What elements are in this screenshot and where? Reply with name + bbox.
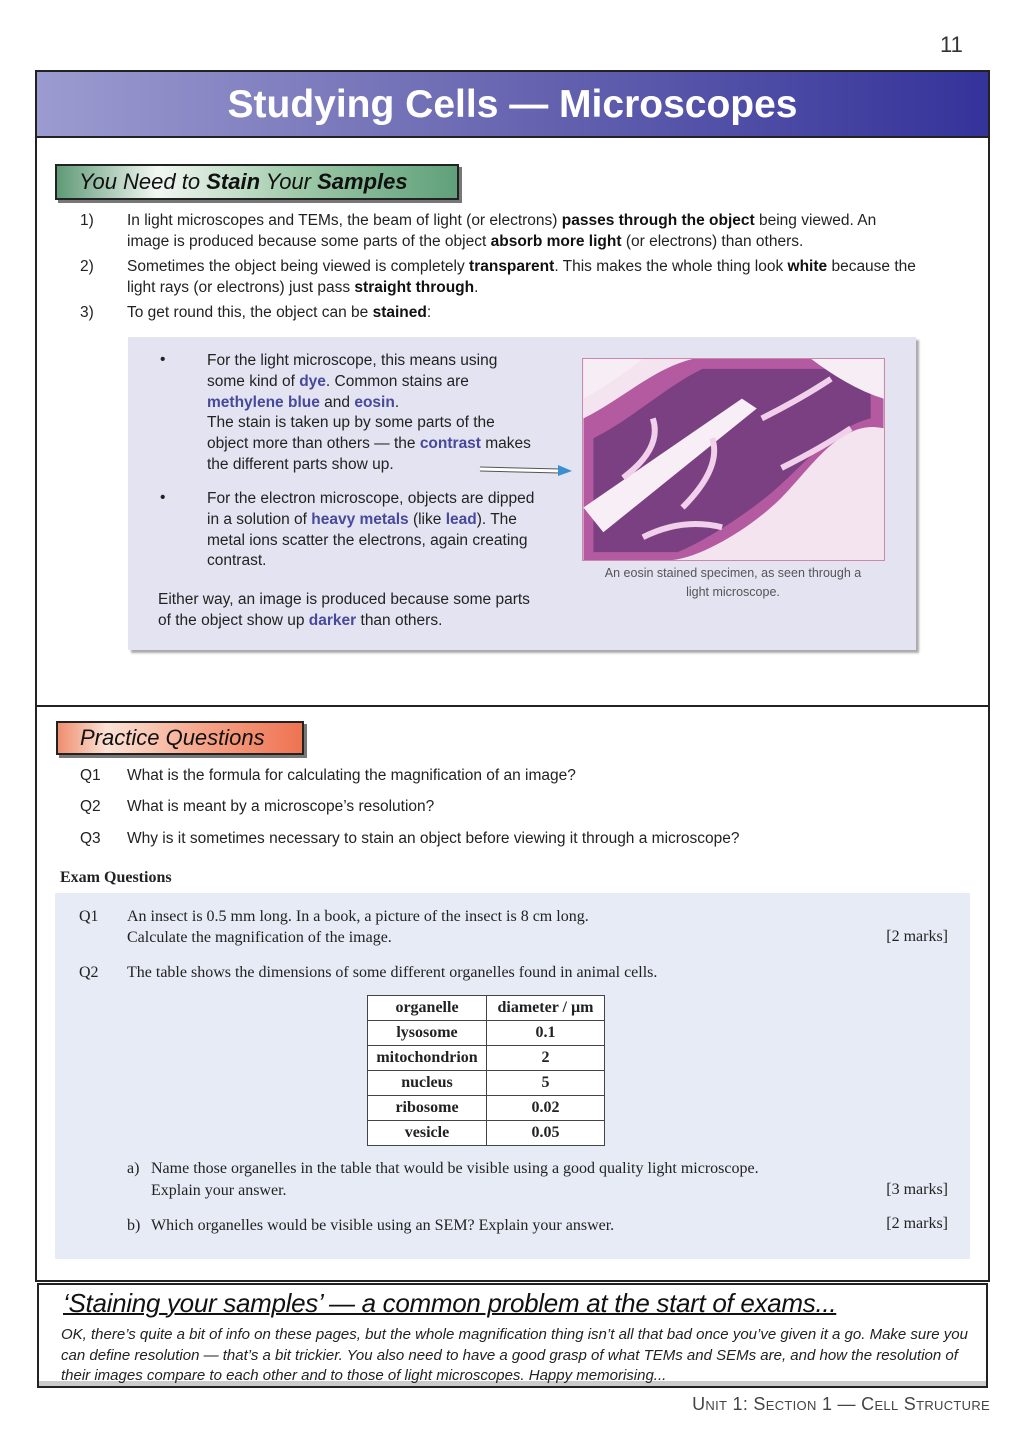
text-segment: The stain is taken up by some parts of the object more than others — the (207, 414, 495, 453)
summary-box (37, 1283, 988, 1388)
text-segment: being viewed. An image is produced because some parts of the object (127, 212, 877, 250)
question-number: Q2 (80, 798, 101, 815)
table-cell: lysosome (368, 1021, 487, 1046)
text-segment: Your (260, 169, 318, 194)
item-text (127, 210, 917, 252)
subquestion-label: a) (127, 1160, 140, 1177)
text-segment: In light microscopes and TEMs, the beam of light (or electrons) (127, 212, 562, 229)
emphasis-text: heavy metals (311, 510, 409, 528)
bullet-electron-microscope (207, 489, 537, 572)
emphasis-text: methylene blue (207, 393, 320, 411)
organelle-table (367, 995, 605, 1146)
text-segment: For the light microscope, this means using some kind of (207, 352, 498, 390)
emphasis-text: eosin (354, 393, 395, 411)
text-segment: Sometimes the object being viewed is completely (127, 258, 470, 275)
text-segment: and (319, 393, 355, 411)
text-segment: . This makes the whole thing look (554, 258, 788, 275)
bullet-icon: • (160, 351, 166, 368)
table-row (368, 1021, 605, 1046)
text-segment: (or electrons) than others. (621, 233, 804, 250)
emphasis-text: stained (372, 304, 427, 321)
item-number: 2) (80, 258, 94, 275)
table-cell: 2 (487, 1046, 605, 1071)
question-text: Calculate the magnification of the image. (127, 929, 392, 946)
emphasis-text: dye (299, 372, 326, 390)
text-segment: because the light rays (or electrons) just pass (127, 258, 916, 296)
question-number: Q1 (79, 908, 99, 925)
question-number: Q3 (80, 830, 101, 847)
text-segment: For the electron microscope, objects are dipped in a solution of (207, 490, 535, 528)
emphasis-text: white (787, 258, 828, 275)
text-segment: . (474, 279, 479, 296)
eosin-stained-micrograph (582, 358, 885, 561)
emphasis-text: Samples (317, 169, 408, 194)
table-cell: 0.1 (487, 1021, 605, 1046)
marks: [3 marks] (886, 1181, 948, 1198)
table-header-row (368, 996, 605, 1021)
text-segment: . (394, 393, 400, 411)
table-row (368, 1096, 605, 1121)
emphasis-text: lead (445, 510, 477, 528)
bullet-icon: • (160, 489, 166, 506)
question-text: Why is it sometimes necessary to stain an object before viewing it through a microscope? (127, 830, 740, 847)
section-heading-stain (55, 164, 459, 200)
emphasis-text: contrast (419, 435, 481, 453)
text-segment: : (426, 304, 432, 321)
question-text: The table shows the dimensions of some different organelles found in animal cells. (127, 964, 658, 981)
text-segment: (like (408, 510, 446, 528)
subquestion-text: Explain your answer. (151, 1182, 287, 1199)
text-segment: To get round this, the object can be (127, 304, 373, 321)
item-number: 3) (80, 304, 94, 321)
page-title: Studying Cells — Microscopes (37, 72, 988, 138)
text-segment: ). The metal ions scatter the electrons, again creating contrast. (207, 510, 528, 570)
summary-text: OK, there’s quite a bit of info on these pages, but the whole magnification thing isn’t all that bad once you’ve given it a go. Make sure you can define resolution — that’s a bit trickier. You also need to have a good grasp of what TEMs and SEMs are, and how the resolution of their images compare to each other and to those of light microscopes. Happy memorising... (61, 1326, 968, 1384)
text-segment: makes the different parts show up. (207, 435, 531, 473)
page-number: 11 (940, 32, 963, 57)
image-caption: An eosin stained specimen, as seen through a light microscope. (604, 566, 862, 599)
text-segment: . Common stains are (325, 372, 469, 390)
emphasis-text: transparent (469, 258, 555, 275)
table-header: organelle (368, 996, 487, 1021)
question-text: An insect is 0.5 mm long. In a book, a picture of the insect is 8 cm long. (127, 908, 589, 925)
table-cell: ribosome (368, 1096, 487, 1121)
emphasis-text: passes through the object (561, 212, 755, 229)
text-segment: than others. (356, 611, 443, 629)
emphasis-text: straight through (354, 279, 475, 296)
summary-title: ‘Staining your samples’ — a common problem at the start of exams... (63, 1288, 837, 1318)
section-heading-practice: Practice Questions (56, 721, 304, 755)
either-way-text (158, 590, 538, 632)
table-cell: mitochondrion (368, 1046, 487, 1071)
table-header: diameter / µm (487, 996, 605, 1021)
arrow-icon (478, 462, 574, 476)
table-cell: 0.02 (487, 1096, 605, 1121)
table-row (368, 1071, 605, 1096)
item-text (127, 256, 917, 298)
subquestion-label: b) (127, 1217, 141, 1234)
marks: [2 marks] (886, 1215, 948, 1232)
unit-section-label: Unit 1: Section 1 — Cell Structure (692, 1394, 990, 1414)
question-text: What is the formula for calculating the magnification of an image? (127, 767, 576, 784)
table-row (368, 1121, 605, 1146)
table-cell: 5 (487, 1071, 605, 1096)
text-segment: Either way, an image is produced because some parts of the object show up (158, 591, 530, 629)
table-cell: 0.05 (487, 1121, 605, 1146)
text-segment: You Need to (79, 169, 207, 194)
item-text (127, 302, 917, 323)
marks: [2 marks] (886, 928, 948, 945)
table-row (368, 1046, 605, 1071)
table-cell: vesicle (368, 1121, 487, 1146)
table-cell: nucleus (368, 1071, 487, 1096)
question-number: Q2 (79, 964, 99, 981)
subquestion-text: Name those organelles in the table that would be visible using a good quality light microscope. (151, 1160, 759, 1177)
question-text: What is meant by a microscope’s resolution? (127, 798, 435, 815)
exam-questions-heading: Exam Questions (60, 869, 172, 886)
section-divider (37, 705, 988, 707)
bullet-light-microscope (207, 351, 537, 476)
emphasis-text: darker (308, 611, 357, 629)
question-number: Q1 (80, 767, 101, 784)
emphasis-text: absorb more light (490, 233, 622, 250)
emphasis-text: Stain (206, 169, 261, 194)
subquestion-text: Which organelles would be visible using an SEM? Explain your answer. (151, 1217, 615, 1234)
item-number: 1) (80, 212, 94, 229)
